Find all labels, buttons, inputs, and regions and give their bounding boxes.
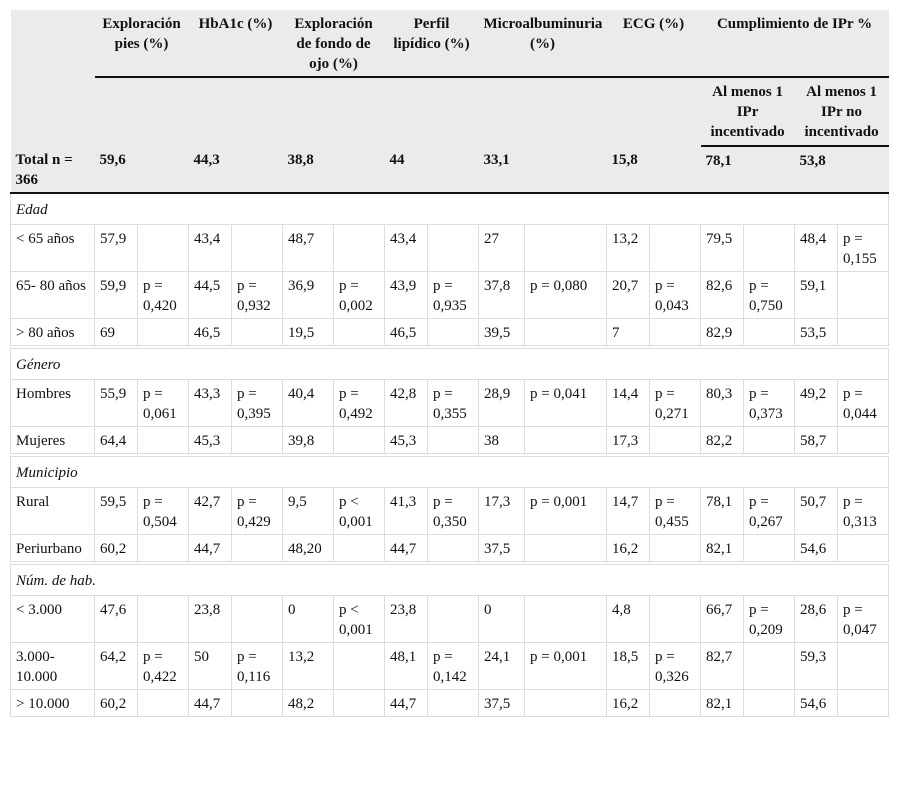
total-value: 44	[385, 146, 479, 193]
p-value-cell	[838, 319, 889, 346]
value-cell: 46,5	[189, 319, 232, 346]
value-cell: 60,2	[95, 690, 138, 717]
value-cell: 43,4	[189, 225, 232, 272]
p-value-cell	[525, 596, 607, 643]
p-value-cell: p < 0,001	[334, 488, 385, 535]
value-cell: 59,1	[795, 272, 838, 319]
value-cell: 64,4	[95, 427, 138, 454]
p-value-cell	[138, 225, 189, 272]
p-value-cell	[232, 427, 283, 454]
p-value-cell	[650, 690, 701, 717]
header-sub-incentivado: Al menos 1 IPr incentivado	[701, 77, 795, 146]
value-cell: 41,3	[385, 488, 428, 535]
value-cell: 43,4	[385, 225, 428, 272]
value-cell: 27	[479, 225, 525, 272]
p-value-cell	[744, 690, 795, 717]
table-row	[11, 272, 889, 319]
p-value-cell	[138, 427, 189, 454]
value-cell: 23,8	[385, 596, 428, 643]
header-corner	[11, 10, 95, 146]
p-value-cell	[428, 596, 479, 643]
p-value-cell: p = 0,001	[525, 488, 607, 535]
value-cell: 43,9	[385, 272, 428, 319]
value-cell: 50,7	[795, 488, 838, 535]
p-value-cell: p = 0,350	[428, 488, 479, 535]
p-value-cell	[744, 643, 795, 690]
value-cell: 36,9	[283, 272, 334, 319]
value-cell: 54,6	[795, 690, 838, 717]
value-cell: 7	[607, 319, 650, 346]
header-hba1c: HbA1c (%)	[189, 10, 283, 77]
table-row	[11, 319, 889, 346]
row-label: 3.000-10.000	[11, 643, 95, 690]
value-cell: 48,1	[385, 643, 428, 690]
p-value-cell: p = 0,935	[428, 272, 479, 319]
value-cell: 58,7	[795, 427, 838, 454]
value-cell: 59,9	[95, 272, 138, 319]
value-cell: 43,3	[189, 380, 232, 427]
p-value-cell: p = 0,116	[232, 643, 283, 690]
header-fondo-ojo: Exploración de fondo de ojo (%)	[283, 10, 385, 77]
section-title: Género	[11, 349, 889, 380]
p-value-cell	[232, 225, 283, 272]
section-header-row	[11, 457, 889, 488]
value-cell: 45,3	[189, 427, 232, 454]
p-value-cell: p = 0,932	[232, 272, 283, 319]
value-cell: 13,2	[607, 225, 650, 272]
p-value-cell: p = 0,142	[428, 643, 479, 690]
value-cell: 59,3	[795, 643, 838, 690]
section-title: Municipio	[11, 457, 889, 488]
value-cell: 44,5	[189, 272, 232, 319]
p-value-cell: p = 0,043	[650, 272, 701, 319]
p-value-cell: p = 0,504	[138, 488, 189, 535]
p-value-cell	[232, 319, 283, 346]
p-value-cell	[138, 690, 189, 717]
table-body	[11, 193, 889, 717]
value-cell: 13,2	[283, 643, 334, 690]
p-value-cell	[525, 319, 607, 346]
value-cell: 0	[479, 596, 525, 643]
total-label: Total n = 366	[11, 146, 95, 193]
p-value-cell: p = 0,044	[838, 380, 889, 427]
header-microalbuminuria: Microalbuminuria (%)	[479, 10, 607, 77]
value-cell: 14,7	[607, 488, 650, 535]
table-row	[11, 643, 889, 690]
value-cell: 82,7	[701, 643, 744, 690]
p-value-cell	[525, 690, 607, 717]
table-row	[11, 225, 889, 272]
table-row	[11, 380, 889, 427]
table-row	[11, 535, 889, 562]
p-value-cell	[838, 272, 889, 319]
section-header-row	[11, 193, 889, 225]
p-value-cell	[428, 690, 479, 717]
total-value: 53,8	[795, 146, 889, 193]
section-header-row	[11, 349, 889, 380]
p-value-cell	[744, 535, 795, 562]
value-cell: 42,8	[385, 380, 428, 427]
p-value-cell	[838, 535, 889, 562]
row-label: Hombres	[11, 380, 95, 427]
value-cell: 57,9	[95, 225, 138, 272]
row-label: Mujeres	[11, 427, 95, 454]
total-row	[11, 146, 889, 193]
p-value-cell	[650, 319, 701, 346]
p-value-cell: p = 0,155	[838, 225, 889, 272]
p-value-cell: p < 0,001	[334, 596, 385, 643]
p-value-cell	[334, 319, 385, 346]
p-value-cell	[428, 535, 479, 562]
row-label: > 80 años	[11, 319, 95, 346]
p-value-cell	[525, 427, 607, 454]
total-value: 15,8	[607, 146, 701, 193]
p-value-cell: p = 0,047	[838, 596, 889, 643]
value-cell: 44,7	[189, 535, 232, 562]
p-value-cell	[428, 427, 479, 454]
p-value-cell	[525, 225, 607, 272]
value-cell: 28,6	[795, 596, 838, 643]
header-exploracion-pies: Exploración pies (%)	[95, 10, 189, 77]
p-value-cell: p = 0,750	[744, 272, 795, 319]
section-title: Núm. de hab.	[11, 565, 889, 596]
value-cell: 82,1	[701, 690, 744, 717]
value-cell: 55,9	[95, 380, 138, 427]
value-cell: 64,2	[95, 643, 138, 690]
p-value-cell	[838, 643, 889, 690]
p-value-cell: p = 0,455	[650, 488, 701, 535]
row-label: Periurbano	[11, 535, 95, 562]
total-value: 33,1	[479, 146, 607, 193]
row-label: > 10.000	[11, 690, 95, 717]
p-value-cell	[334, 643, 385, 690]
p-value-cell	[334, 535, 385, 562]
value-cell: 19,5	[283, 319, 334, 346]
p-value-cell: p = 0,313	[838, 488, 889, 535]
results-table	[10, 10, 889, 717]
row-label: < 3.000	[11, 596, 95, 643]
total-value: 59,6	[95, 146, 189, 193]
p-value-cell	[428, 225, 479, 272]
p-value-cell	[744, 225, 795, 272]
value-cell: 54,6	[795, 535, 838, 562]
value-cell: 59,5	[95, 488, 138, 535]
p-value-cell	[334, 225, 385, 272]
p-value-cell	[428, 319, 479, 346]
p-value-cell	[138, 319, 189, 346]
p-value-cell: p = 0,209	[744, 596, 795, 643]
header-sub-blank	[95, 77, 701, 146]
value-cell: 37,5	[479, 535, 525, 562]
p-value-cell	[650, 535, 701, 562]
section-header-row	[11, 565, 889, 596]
value-cell: 17,3	[607, 427, 650, 454]
p-value-cell: p = 0,001	[525, 643, 607, 690]
row-label: < 65 años	[11, 225, 95, 272]
value-cell: 69	[95, 319, 138, 346]
p-value-cell	[334, 690, 385, 717]
value-cell: 49,2	[795, 380, 838, 427]
value-cell: 79,5	[701, 225, 744, 272]
p-value-cell	[334, 427, 385, 454]
value-cell: 44,7	[385, 690, 428, 717]
table-row	[11, 596, 889, 643]
p-value-cell: p = 0,326	[650, 643, 701, 690]
value-cell: 18,5	[607, 643, 650, 690]
p-value-cell: p = 0,395	[232, 380, 283, 427]
value-cell: 60,2	[95, 535, 138, 562]
value-cell: 47,6	[95, 596, 138, 643]
row-label: 65- 80 años	[11, 272, 95, 319]
p-value-cell: p = 0,080	[525, 272, 607, 319]
value-cell: 48,7	[283, 225, 334, 272]
header-cumplimiento-ipr: Cumplimiento de IPr %	[701, 10, 889, 77]
value-cell: 44,7	[385, 535, 428, 562]
value-cell: 39,5	[479, 319, 525, 346]
p-value-cell	[744, 427, 795, 454]
p-value-cell: p = 0,420	[138, 272, 189, 319]
value-cell: 50	[189, 643, 232, 690]
value-cell: 44,7	[189, 690, 232, 717]
value-cell: 82,9	[701, 319, 744, 346]
value-cell: 39,8	[283, 427, 334, 454]
value-cell: 17,3	[479, 488, 525, 535]
value-cell: 82,2	[701, 427, 744, 454]
value-cell: 16,2	[607, 535, 650, 562]
value-cell: 24,1	[479, 643, 525, 690]
value-cell: 82,6	[701, 272, 744, 319]
table-row	[11, 427, 889, 454]
p-value-cell	[744, 319, 795, 346]
p-value-cell	[838, 690, 889, 717]
p-value-cell	[525, 535, 607, 562]
value-cell: 16,2	[607, 690, 650, 717]
value-cell: 46,5	[385, 319, 428, 346]
table-header	[11, 10, 889, 193]
results-table-container	[10, 10, 888, 717]
value-cell: 53,5	[795, 319, 838, 346]
value-cell: 42,7	[189, 488, 232, 535]
table-row	[11, 690, 889, 717]
p-value-cell: p = 0,373	[744, 380, 795, 427]
value-cell: 28,9	[479, 380, 525, 427]
total-value: 78,1	[701, 146, 795, 193]
value-cell: 37,5	[479, 690, 525, 717]
p-value-cell: p = 0,271	[650, 380, 701, 427]
p-value-cell	[138, 596, 189, 643]
row-label: Rural	[11, 488, 95, 535]
value-cell: 0	[283, 596, 334, 643]
p-value-cell	[838, 427, 889, 454]
value-cell: 66,7	[701, 596, 744, 643]
p-value-cell	[650, 225, 701, 272]
value-cell: 20,7	[607, 272, 650, 319]
value-cell: 38	[479, 427, 525, 454]
total-value: 38,8	[283, 146, 385, 193]
value-cell: 23,8	[189, 596, 232, 643]
value-cell: 48,20	[283, 535, 334, 562]
p-value-cell	[232, 596, 283, 643]
value-cell: 37,8	[479, 272, 525, 319]
p-value-cell: p = 0,429	[232, 488, 283, 535]
value-cell: 45,3	[385, 427, 428, 454]
p-value-cell	[650, 427, 701, 454]
p-value-cell: p = 0,422	[138, 643, 189, 690]
value-cell: 40,4	[283, 380, 334, 427]
p-value-cell: p = 0,061	[138, 380, 189, 427]
value-cell: 48,4	[795, 225, 838, 272]
header-sub-no-incentivado: Al menos 1 IPr no incentivado	[795, 77, 889, 146]
value-cell: 78,1	[701, 488, 744, 535]
p-value-cell: p = 0,267	[744, 488, 795, 535]
p-value-cell: p = 0,492	[334, 380, 385, 427]
value-cell: 82,1	[701, 535, 744, 562]
p-value-cell	[232, 690, 283, 717]
header-ecg: ECG (%)	[607, 10, 701, 77]
p-value-cell: p = 0,355	[428, 380, 479, 427]
p-value-cell	[232, 535, 283, 562]
header-perfil-lipidico: Perfil lipídico (%)	[385, 10, 479, 77]
value-cell: 4,8	[607, 596, 650, 643]
value-cell: 48,2	[283, 690, 334, 717]
table-row	[11, 488, 889, 535]
p-value-cell: p = 0,041	[525, 380, 607, 427]
value-cell: 80,3	[701, 380, 744, 427]
p-value-cell: p = 0,002	[334, 272, 385, 319]
total-value: 44,3	[189, 146, 283, 193]
p-value-cell	[138, 535, 189, 562]
value-cell: 14,4	[607, 380, 650, 427]
section-title: Edad	[11, 193, 889, 225]
p-value-cell	[650, 596, 701, 643]
value-cell: 9,5	[283, 488, 334, 535]
